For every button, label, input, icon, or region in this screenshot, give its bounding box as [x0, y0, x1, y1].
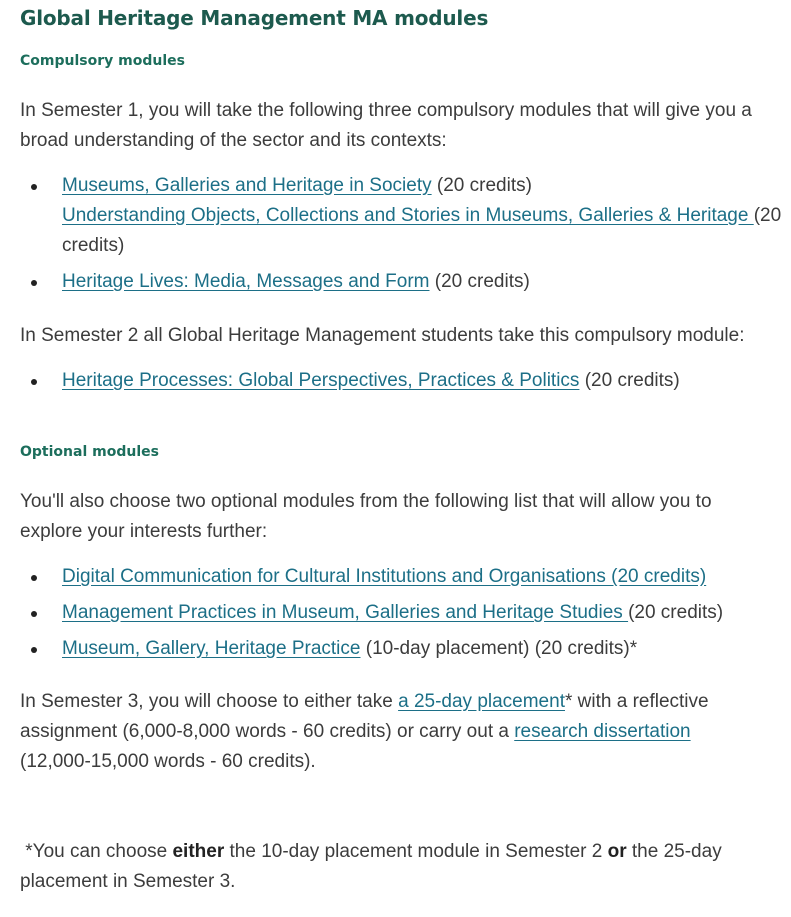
optional-intro: You'll also choose two optional modules from the following list that will allow you to explore your interests further: — [20, 491, 712, 542]
list-item — [20, 634, 790, 664]
module-link-management-practices[interactable]: Management Practices in Museum, Galleries and Heritage Studies — [62, 602, 629, 623]
placement-link[interactable]: a 25-day placement — [398, 691, 565, 712]
compulsory-heading: Compulsory modules — [20, 53, 185, 69]
module-link-museums-galleries-heritage-society[interactable]: Museums, Galleries and Heritage in Society — [62, 175, 432, 196]
semester2-list — [20, 366, 790, 396]
semester1-intro: In Semester 1, you will take the following three compulsory modules that will give you a broad understanding of the sector and its contexts: — [20, 100, 752, 151]
footnote-emphasis: or — [607, 841, 627, 862]
footnote-emphasis: either — [172, 841, 225, 862]
bullet — [31, 647, 37, 653]
semester3-text-part: (12,000-15,000 words - 60 credits). — [20, 751, 316, 772]
optional-list — [20, 562, 790, 664]
credits-text: (20 credits) — [62, 205, 782, 256]
list-item — [20, 562, 790, 592]
module-link-digital-communication[interactable]: Digital Communication for Cultural Institutions and Organisations (20 credits) — [62, 566, 707, 587]
credits-text: (10-day placement) (20 credits)* — [365, 638, 638, 659]
semester3-text — [20, 687, 760, 777]
credits-text: (20 credits) — [436, 175, 532, 196]
research-dissertation-link[interactable]: research dissertation — [514, 721, 691, 742]
footnote-text: the 25-day placement in Semester 3. — [20, 841, 722, 892]
bullet — [31, 379, 37, 385]
bullet — [31, 611, 37, 617]
credits-text: (20 credits) — [434, 271, 530, 292]
footnote — [20, 837, 780, 897]
credits-text: (20 credits) — [628, 602, 724, 623]
credits-text: (20 credits) — [584, 370, 680, 391]
footnote-text: *You can choose — [25, 841, 168, 862]
optional-heading: Optional modules — [20, 444, 159, 460]
footnote-text: the 10-day placement module in Semester 2 — [229, 841, 603, 862]
list-item — [20, 267, 790, 297]
semester2-text: In Semester 2 all Global Heritage Management students take this compulsory module: — [20, 325, 745, 346]
semester3-text-part: * with a reflective assignment (6,000-8,000 words - 60 credits) or carry out a — [20, 691, 709, 742]
module-link-heritage-processes[interactable]: Heritage Processes: Global Perspectives, Practices & Politics — [62, 370, 580, 391]
module-link-heritage-lives[interactable]: Heritage Lives: Media, Messages and Form — [62, 271, 430, 292]
module-link-understanding-objects[interactable]: Understanding Objects, Collections and Stories in Museums, Galleries & Heritage — [62, 205, 754, 226]
page-title: Global Heritage Management MA modules — [20, 6, 489, 30]
module-link-museum-gallery-heritage-practice[interactable]: Museum, Gallery, Heritage Practice — [62, 638, 361, 659]
bullet — [31, 280, 37, 286]
semester3-text-part: In Semester 3, you will choose to either take — [20, 691, 393, 712]
bullet — [31, 575, 37, 581]
list-item — [20, 366, 790, 396]
list-item — [20, 171, 790, 261]
compulsory-list — [20, 171, 790, 297]
list-item — [20, 598, 790, 628]
bullet — [31, 184, 37, 190]
